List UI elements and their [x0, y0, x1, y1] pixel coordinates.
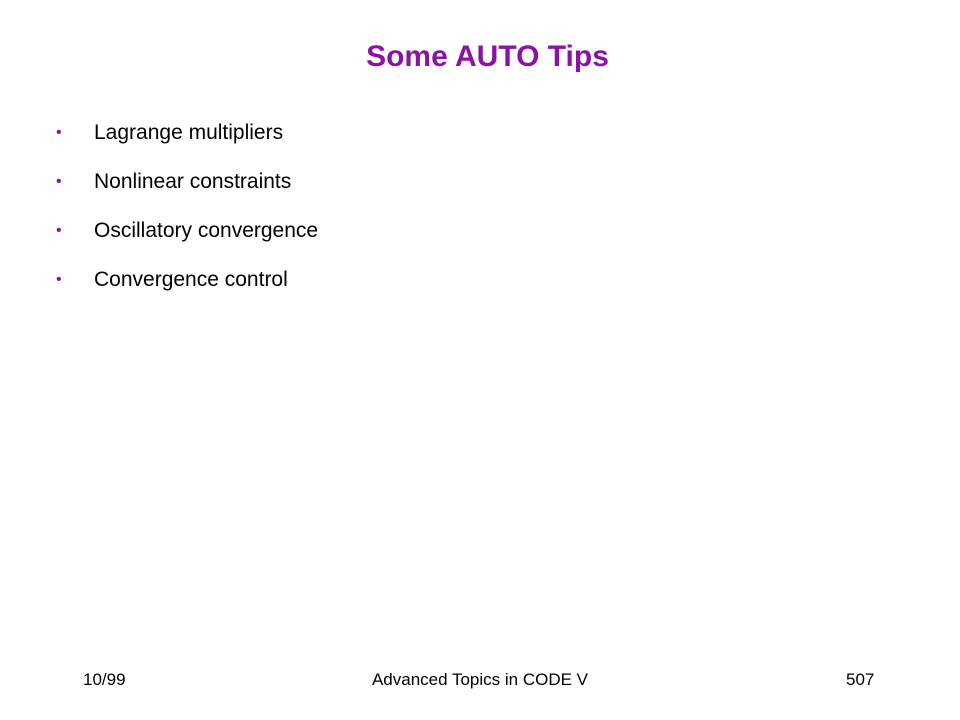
footer-course-title: Advanced Topics in CODE V: [371, 670, 589, 689]
bullet-icon: •: [56, 222, 62, 239]
footer-page-number: 507: [846, 670, 875, 689]
bullet-text: Nonlinear constraints: [94, 170, 292, 193]
bullet-text: Oscillatory convergence: [94, 219, 319, 242]
footer-date: 10/99: [83, 670, 126, 689]
bullet-icon: •: [56, 124, 62, 141]
bullet-icon: •: [56, 173, 62, 190]
bullet-icon: •: [56, 271, 62, 288]
bullet-text: Convergence control: [94, 268, 288, 291]
slide-title: Some AUTO Tips: [366, 40, 609, 73]
bullet-text: Lagrange multipliers: [94, 121, 284, 144]
